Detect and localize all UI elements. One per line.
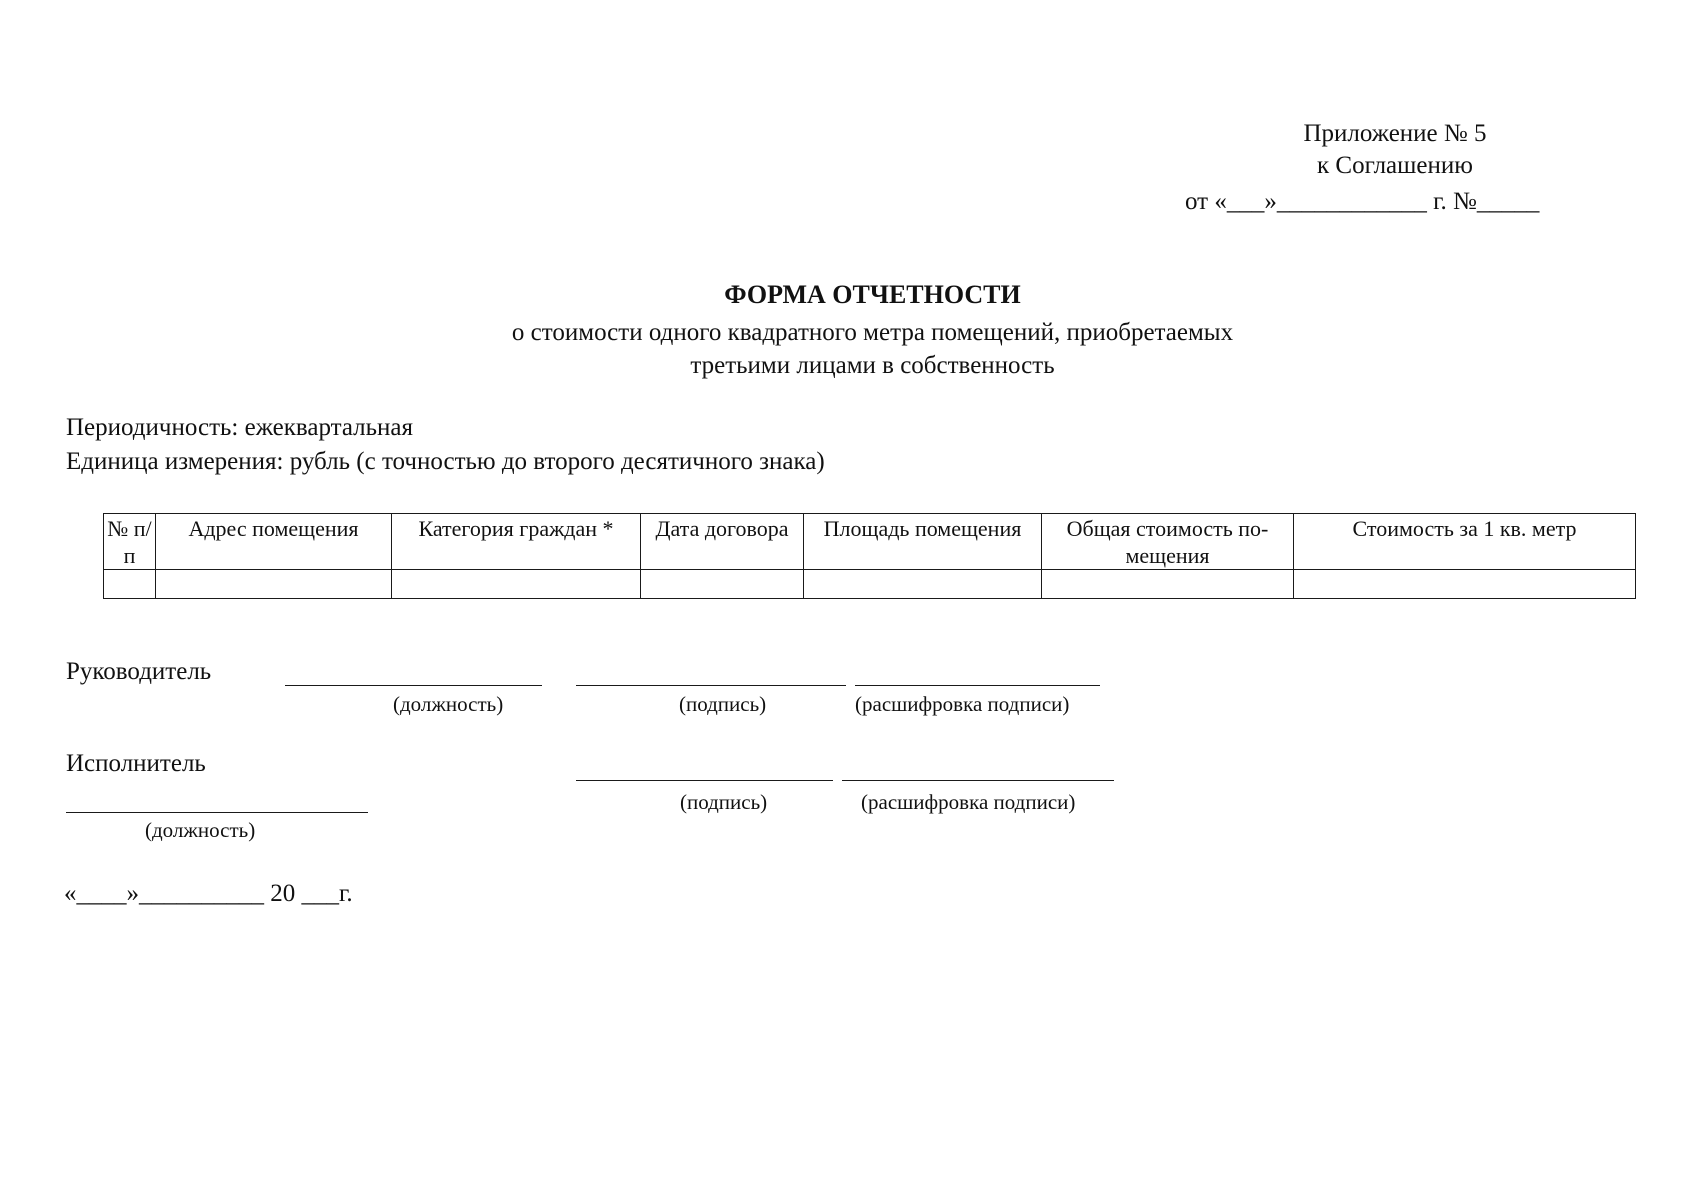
executor-position-line[interactable] [66, 812, 368, 813]
col-header-number: № п/п [104, 514, 156, 570]
head-decoding-line[interactable] [855, 685, 1100, 686]
table-cell[interactable] [641, 570, 804, 599]
table-cell[interactable] [1042, 570, 1294, 599]
periodicity-text: Периодичность: ежеквартальная [66, 414, 414, 441]
table-cell[interactable] [392, 570, 641, 599]
appendix-date-number: от «___»____________ г. №_____ [1185, 188, 1540, 215]
head-label: Руководитель [66, 658, 212, 685]
executor-signature-line[interactable] [576, 780, 833, 781]
appendix-agreement-ref: к Соглашению [1317, 152, 1473, 179]
executor-signature-caption: (подпись) [680, 790, 768, 814]
table-cell[interactable] [1294, 570, 1636, 599]
report-date-line[interactable]: «____»__________ 20 ___г. [64, 880, 353, 907]
table-cell[interactable] [156, 570, 392, 599]
col-header-address: Адрес помещения [156, 514, 392, 570]
head-decoding-caption: (расшифровка подписи) [855, 692, 1070, 716]
col-header-total-cost: Общая стоимость по-мещения [1042, 514, 1294, 570]
col-header-cost-per-sqm: Стоимость за 1 кв. метр [1294, 514, 1636, 570]
unit-text: Единица измерения: рубль (с точностью до второго десятичного знака) [66, 448, 825, 475]
document-subtitle-line1: о стоимости одного квадратного метра помещений, приобретаемых [511, 319, 1234, 346]
executor-label: Исполнитель [66, 750, 206, 777]
col-header-category: Категория граждан * [392, 514, 641, 570]
table-header-row [104, 514, 1636, 570]
head-signature-caption: (подпись) [679, 692, 767, 716]
col-header-contract-date: Дата договора [641, 514, 804, 570]
executor-decoding-caption: (расшифровка подписи) [861, 790, 1076, 814]
table-cell[interactable] [104, 570, 156, 599]
head-position-caption: (должность) [393, 692, 504, 716]
head-position-line[interactable] [285, 685, 542, 686]
table-cell[interactable] [804, 570, 1042, 599]
table-row [104, 570, 1636, 599]
document-subtitle-line2: третьими лицами в собственность [690, 352, 1055, 379]
head-signature-line[interactable] [576, 685, 846, 686]
document-title: ФОРМА ОТЧЕТНОСТИ [724, 280, 1021, 309]
executor-position-caption: (должность) [145, 818, 256, 842]
executor-decoding-line[interactable] [842, 780, 1114, 781]
col-header-area: Площадь помещения [804, 514, 1042, 570]
appendix-number: Приложение № 5 [1303, 120, 1487, 147]
report-table [103, 513, 1636, 599]
